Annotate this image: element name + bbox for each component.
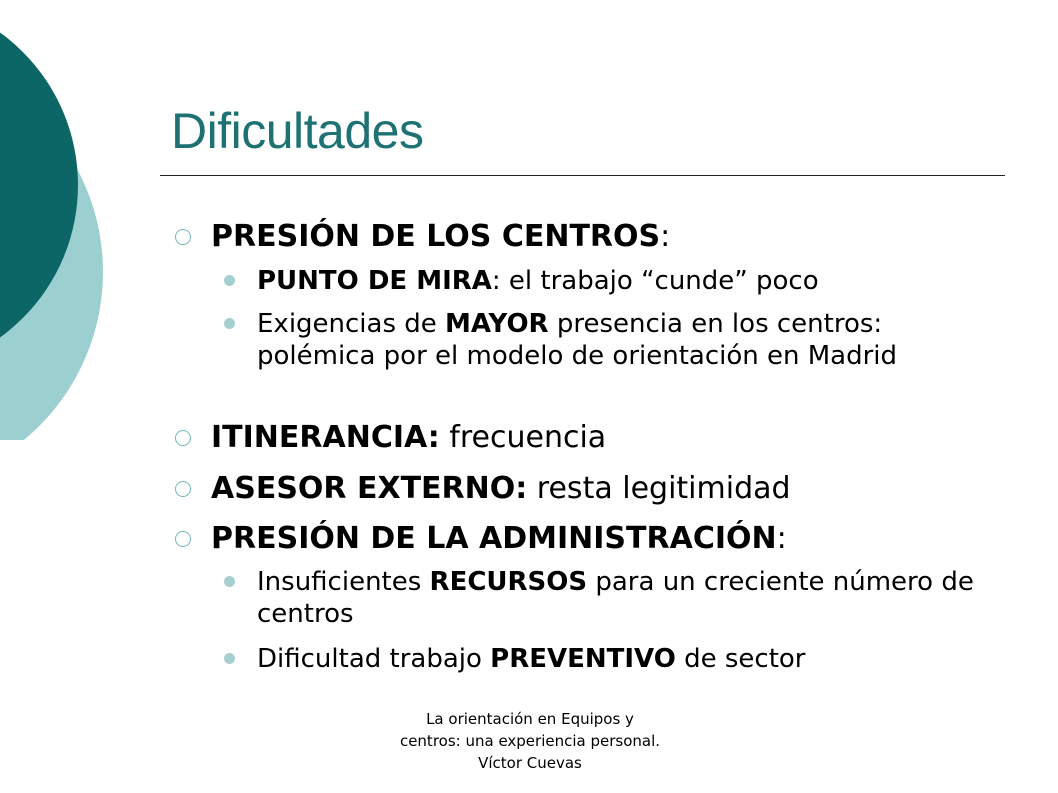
item-text: : bbox=[660, 219, 671, 254]
item-bold-text: ITINERANCIA: bbox=[211, 420, 440, 455]
item-text: para un creciente número de centros bbox=[257, 567, 974, 629]
footer-line: La orientación en Equipos y bbox=[426, 710, 634, 728]
footer-line: Víctor Cuevas bbox=[478, 754, 582, 772]
item-bold-text: PRESIÓN DE LA ADMINISTRACIÓN bbox=[211, 521, 777, 556]
slide-title: Dificultades bbox=[171, 103, 424, 159]
item-bold-text: PUNTO DE MIRA bbox=[257, 266, 492, 296]
dot-bullet-icon bbox=[224, 318, 235, 329]
ring-bullet-icon bbox=[175, 481, 191, 497]
ring-bullet-icon bbox=[175, 430, 191, 446]
ring-bullet-icon bbox=[175, 229, 191, 245]
bullet-item-4 bbox=[211, 521, 787, 557]
sub-bullet-item-4 bbox=[257, 643, 806, 675]
sub-bullet-item-3 bbox=[257, 566, 977, 630]
item-text: Dificultad trabajo bbox=[257, 644, 491, 674]
sub-bullet-item-1 bbox=[257, 265, 819, 297]
item-bold-text: RECURSOS bbox=[429, 567, 588, 597]
item-text: frecuencia bbox=[439, 420, 607, 455]
bullet-item-1 bbox=[211, 219, 670, 255]
sub-bullet-item-2 bbox=[257, 308, 977, 372]
title-divider bbox=[160, 175, 1005, 176]
item-bold-text: ASESOR EXTERNO: bbox=[211, 471, 528, 506]
item-text: Insuficientes bbox=[257, 567, 430, 597]
dot-bullet-icon bbox=[224, 275, 235, 286]
bullet-item-3 bbox=[211, 471, 791, 507]
dot-bullet-icon bbox=[224, 576, 235, 587]
item-bold-text: PREVENTIVO bbox=[490, 644, 676, 674]
item-text: presencia en los centros: polémica por el modelo de orientación en Madrid bbox=[257, 309, 898, 371]
slide-footer bbox=[330, 708, 730, 774]
item-text: : bbox=[776, 521, 787, 556]
item-text: Exigencias de bbox=[257, 309, 446, 339]
item-bold-text: PRESIÓN DE LOS CENTROS bbox=[211, 219, 661, 254]
ring-bullet-icon bbox=[175, 531, 191, 547]
item-text: : el trabajo “cunde” poco bbox=[491, 266, 819, 296]
item-text: de sector bbox=[675, 644, 806, 674]
dot-bullet-icon bbox=[224, 653, 235, 664]
item-text: resta legitimidad bbox=[527, 471, 791, 506]
item-bold-text: MAYOR bbox=[445, 309, 549, 339]
bullet-item-2 bbox=[211, 420, 606, 456]
decorative-circles bbox=[0, 0, 120, 440]
footer-line: centros: una experiencia personal. bbox=[399, 732, 661, 750]
